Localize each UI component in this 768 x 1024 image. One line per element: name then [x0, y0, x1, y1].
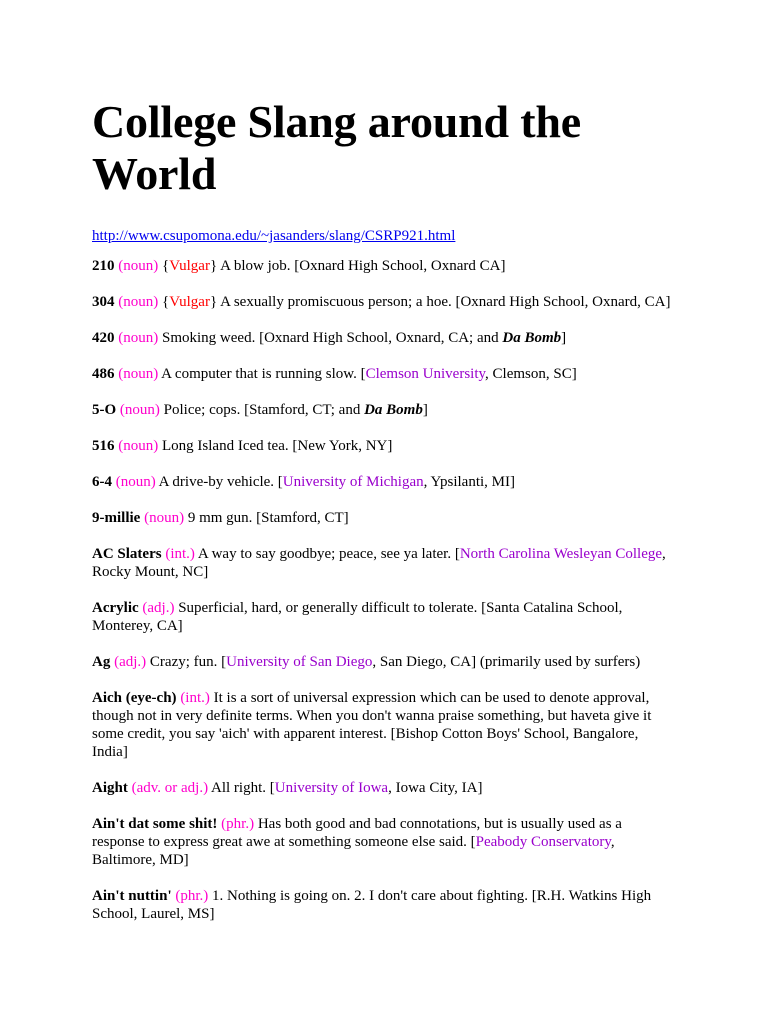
entry-place-link[interactable]: University of San Diego	[226, 654, 373, 670]
entry-part-of-speech: (int.)	[180, 690, 210, 706]
entry-term: 486	[92, 366, 115, 382]
slang-entry	[92, 437, 676, 455]
entry-definition-end: , San Diego, CA] (primarily used by surfers)	[372, 654, 641, 670]
entry-definition-end: , Ypsilanti, MI]	[423, 474, 516, 490]
entry-source-name: Da Bomb	[502, 330, 562, 346]
entry-part-of-speech: (int.)	[165, 546, 195, 562]
entry-definition: 1. Nothing is going on. 2. I don't care about fighting. [R.H. Watkins High School, Laurel, MS]	[92, 888, 652, 922]
entry-definition: A sexually promiscuous person; a hoe. [Oxnard High School, Oxnard, CA]	[217, 294, 671, 310]
entry-place-link[interactable]: University of Michigan	[282, 474, 424, 490]
vulgar-tag: Vulgar	[169, 258, 210, 274]
slang-entry	[92, 401, 676, 419]
entry-term: Acrylic	[92, 600, 139, 616]
entry-definition: A drive-by vehicle. [	[155, 474, 283, 490]
slang-entry	[92, 365, 676, 383]
entry-term: 516	[92, 438, 115, 454]
entry-part-of-speech: (noun)	[118, 330, 159, 346]
entry-definition-end: ]	[422, 402, 428, 418]
entry-definition: Smoking weed. [Oxnard High School, Oxnard, CA; and	[158, 330, 503, 346]
slang-entry	[92, 779, 676, 797]
entry-definition-end: , Clemson, SC]	[485, 366, 577, 382]
source-url-link[interactable]: http://www.csupomona.edu/~jasanders/slang/CSRP921.html	[92, 228, 456, 244]
entry-part-of-speech: (phr.)	[221, 816, 255, 832]
entry-part-of-speech: (noun)	[118, 258, 159, 274]
entry-place-link[interactable]: Peabody Conservatory	[475, 834, 611, 850]
slang-entry	[92, 599, 676, 635]
entry-definition: Superficial, hard, or generally difficult to tolerate. [Santa Catalina School, Monterey, CA]	[92, 600, 623, 634]
slang-entry	[92, 509, 676, 527]
entry-term: 304	[92, 294, 115, 310]
slang-entry-list	[92, 257, 676, 923]
entry-definition: Long Island Iced tea. [New York, NY]	[158, 438, 393, 454]
entry-term: AC Slaters	[92, 546, 162, 562]
entry-definition: All right. [	[208, 780, 275, 796]
entry-part-of-speech: (noun)	[144, 510, 185, 526]
entry-place-link[interactable]: North Carolina Wesleyan College	[459, 546, 663, 562]
entry-part-of-speech: (noun)	[115, 474, 156, 490]
entry-place-link[interactable]: Clemson University	[365, 366, 486, 382]
slang-entry	[92, 329, 676, 347]
entry-definition: Police; cops. [Stamford, CT; and	[159, 402, 365, 418]
entry-term: 9-millie	[92, 510, 141, 526]
entry-part-of-speech: (phr.)	[175, 888, 209, 904]
slang-entry	[92, 653, 676, 671]
entry-definition: 9 mm gun. [Stamford, CT]	[184, 510, 349, 526]
slang-entry	[92, 887, 676, 923]
slang-entry	[92, 815, 676, 869]
slang-entry: 210 (noun) {Vulgar} A blow job. [Oxnard High School, Oxnard CA]	[92, 258, 506, 274]
entry-term: 420	[92, 330, 115, 346]
entry-term: Ag	[92, 654, 111, 670]
entry-term: Ain't nuttin'	[92, 888, 172, 904]
slang-entry	[92, 689, 676, 761]
entry-part-of-speech: (noun)	[118, 438, 159, 454]
entry-part-of-speech: (adj.)	[114, 654, 147, 670]
entry-definition: A blow job. [Oxnard High School, Oxnard CA]	[217, 258, 506, 274]
slang-entry	[92, 545, 676, 581]
entry-part-of-speech: (noun)	[118, 294, 159, 310]
entry-part-of-speech: (noun)	[119, 402, 160, 418]
entry-definition-end: , Baltimore, MD]	[92, 834, 615, 868]
page-title: College Slang around the World	[92, 96, 581, 199]
entry-definition-end: ]	[561, 330, 567, 346]
entry-term: 6-4	[92, 474, 112, 490]
entry-definition: Has both good and bad connotations, but is usually used as a response to express great awe at something someone else said. [	[92, 816, 622, 850]
slang-entry	[92, 473, 676, 491]
entry-definition: A computer that is running slow. [	[158, 366, 366, 382]
entry-term: 5-O	[92, 402, 117, 418]
entry-definition-end: , Rocky Mount, NC]	[92, 546, 666, 580]
entry-term: Ain't dat some shit!	[92, 816, 218, 832]
slang-entry: 304 (noun) {Vulgar} A sexually promiscuous person; a hoe. [Oxnard High School, Oxnard, CA]	[92, 294, 671, 310]
entry-definition: It is a sort of universal expression which can be used to denote approval, though not in very definite terms. When you don't wanna praise something, but haveta give it some credit, you say 'aich' with apparent interest. [Bishop Cotton Boys' School, Bangalore, India]	[92, 690, 652, 760]
entry-source-name: Da Bomb	[364, 402, 423, 418]
entry-definition: A way to say goodbye; peace, see ya later. [	[194, 546, 460, 562]
entry-definition: Crazy; fun. [	[146, 654, 227, 670]
entry-term: Aight	[92, 780, 128, 796]
entry-part-of-speech: (adj.)	[142, 600, 175, 616]
entry-part-of-speech: (noun)	[118, 366, 159, 382]
entry-place-link[interactable]: University of Iowa	[274, 780, 389, 796]
entry-term: Aich (eye-ch)	[92, 690, 177, 706]
vulgar-tag: Vulgar	[169, 294, 210, 310]
entry-term: 210	[92, 258, 115, 274]
entry-part-of-speech: (adv. or adj.)	[131, 780, 209, 796]
entry-definition-end: , Iowa City, IA]	[388, 780, 483, 796]
